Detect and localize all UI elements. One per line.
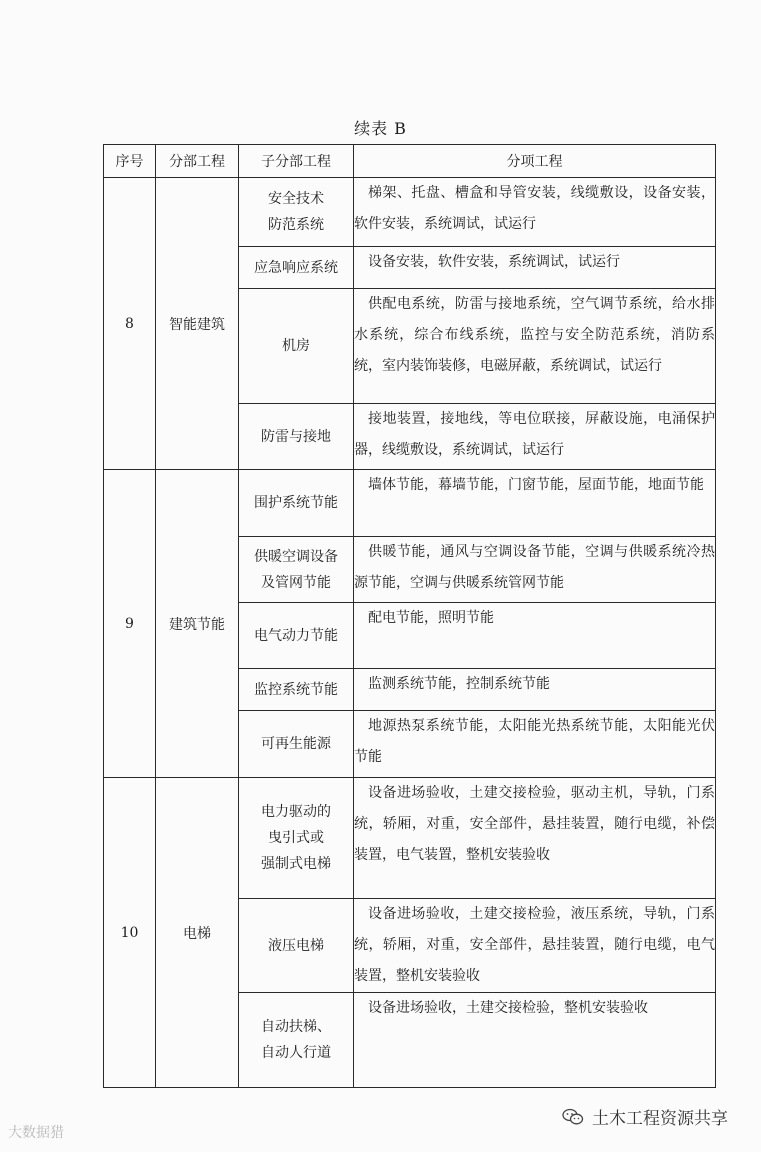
watermark-right bbox=[562, 1104, 728, 1129]
header-items: 分项工程 bbox=[354, 145, 716, 178]
items-text: 配电节能，照明节能 bbox=[368, 610, 494, 626]
wechat-icon bbox=[562, 1108, 584, 1126]
subdivision-cell: 自动扶梯、 自动人行道 bbox=[239, 993, 354, 1088]
division-name: 建筑节能 bbox=[156, 470, 239, 778]
items-cell bbox=[354, 470, 716, 537]
table-row bbox=[104, 470, 716, 537]
subdivision-cell: 电气动力节能 bbox=[239, 603, 354, 669]
division-name: 电梯 bbox=[156, 778, 239, 1088]
items-text: 接地装置，接地线，等电位联接，屏蔽设施，电涌保护器，线缆敷设，系统调试，试运行 bbox=[354, 411, 715, 458]
items-cell bbox=[354, 993, 716, 1088]
watermark-left-text: 大数据猎 bbox=[8, 1125, 64, 1141]
subdivision-cell: 围护系统节能 bbox=[239, 470, 354, 537]
subdivision-cell: 安全技术 防范系统 bbox=[239, 178, 354, 247]
group-number: 8 bbox=[104, 178, 156, 470]
items-cell bbox=[354, 711, 716, 778]
header-division: 分部工程 bbox=[156, 145, 239, 178]
items-text: 梯架、托盘、槽盒和导管安装，线缆敷设，设备安装，软件安装，系统调试，试运行 bbox=[354, 185, 715, 232]
items-text: 供配电系统，防雷与接地系统，空气调节系统，给水排水系统，综合布线系统，监控与安全防范系统，消防系统，室内装饰装修，电磁屏蔽，系统调试，试运行 bbox=[354, 296, 715, 374]
items-cell bbox=[354, 537, 716, 603]
division-name: 智能建筑 bbox=[156, 178, 239, 470]
subdivision-table bbox=[103, 144, 716, 1088]
items-text: 设备安装，软件安装，系统调试，试运行 bbox=[368, 254, 620, 270]
items-cell bbox=[354, 404, 716, 470]
subdivision-cell: 可再生能源 bbox=[239, 711, 354, 778]
items-text: 设备进场验收，土建交接检验，液压系统，导轨，门系统，轿厢，对重，安全部件，悬挂装置，随行电缆，电气装置，整机安装验收 bbox=[354, 906, 715, 984]
table-row bbox=[104, 778, 716, 899]
items-cell bbox=[354, 899, 716, 993]
subdivision-cell: 机房 bbox=[239, 289, 354, 404]
table-caption: 续表 B bbox=[354, 119, 407, 138]
subdivision-cell: 电力驱动的 曳引式或 强制式电梯 bbox=[239, 778, 354, 899]
subdivision-cell: 防雷与接地 bbox=[239, 404, 354, 470]
items-text: 设备进场验收，土建交接检验，驱动主机，导轨，门系统，轿厢，对重，安全部件，悬挂装置，随行电缆，补偿装置，电气装置，整机安装验收 bbox=[354, 785, 715, 863]
subdivision-cell: 液压电梯 bbox=[239, 899, 354, 993]
group-number: 9 bbox=[104, 470, 156, 778]
watermark-right-text: 土木工程资源共享 bbox=[592, 1109, 728, 1129]
items-text: 设备进场验收，土建交接检验，整机安装验收 bbox=[368, 1000, 648, 1016]
items-cell bbox=[354, 778, 716, 899]
items-text: 墙体节能，幕墙节能，门窗节能，屋面节能，地面节能 bbox=[368, 477, 704, 493]
items-cell bbox=[354, 669, 716, 711]
items-text: 地源热泵系统节能，太阳能光热系统节能，太阳能光伏节能 bbox=[354, 718, 715, 765]
subdivision-cell: 供暖空调设备 及管网节能 bbox=[239, 537, 354, 603]
items-cell bbox=[354, 603, 716, 669]
subdivision-cell: 应急响应系统 bbox=[239, 247, 354, 289]
header-subdivision: 子分部工程 bbox=[239, 145, 354, 178]
items-text: 供暖节能，通风与空调设备节能，空调与供暖系统冷热源节能，空调与供暖系统管网节能 bbox=[354, 544, 715, 591]
items-cell bbox=[354, 178, 716, 247]
group-number: 10 bbox=[104, 778, 156, 1088]
subdivision-cell: 监控系统节能 bbox=[239, 669, 354, 711]
header-no: 序号 bbox=[104, 145, 156, 178]
items-cell bbox=[354, 289, 716, 404]
items-cell bbox=[354, 247, 716, 289]
watermark-left bbox=[8, 1122, 64, 1142]
table-row bbox=[104, 178, 716, 247]
items-text: 监测系统节能，控制系统节能 bbox=[368, 676, 550, 692]
header-row bbox=[104, 145, 716, 178]
